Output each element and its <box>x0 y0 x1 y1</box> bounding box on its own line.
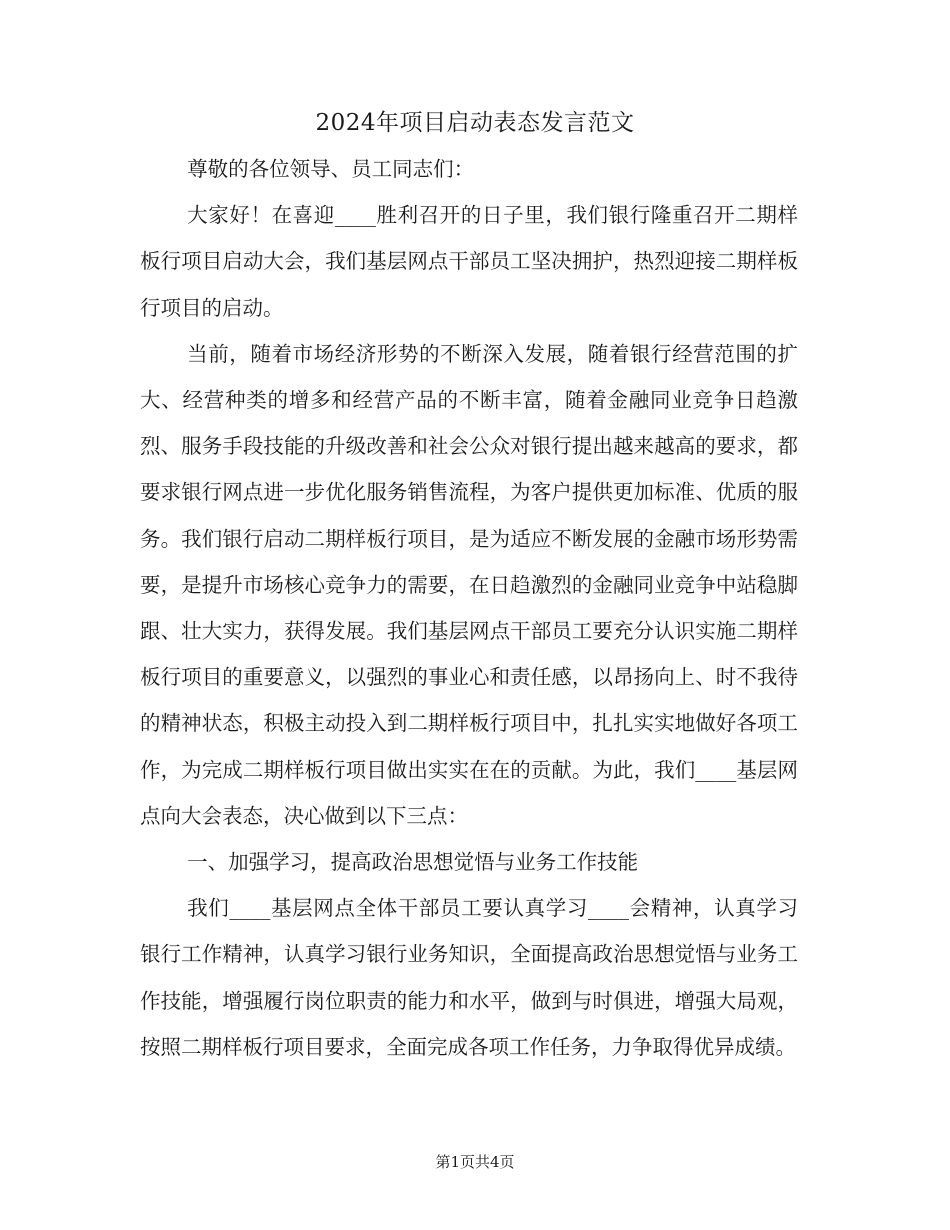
greeting-paragraph: 大家好！在喜迎____胜利召开的日子里，我们银行隆重召开二期样板行项目启动大会，我们基层网点干部员工坚决拥护，热烈迎接二期样板行项目的启动。 <box>140 203 798 320</box>
page-footer: 第1页共4页 <box>435 1153 515 1171</box>
section-heading-1: 一、加强学习，提高政治思想觉悟与业务工作技能 <box>187 850 639 875</box>
salutation-paragraph: 尊敬的各位领导、员工同志们： <box>187 157 475 181</box>
document-body <box>140 146 798 1070</box>
document-title: 2024年项目启动表态发言范文 <box>315 110 635 136</box>
section-paragraph-1: 我们____基层网点全体干部员工要认真学习____会精神，认真学习银行工作精神，认真学习银行业务知识，全面提高政治思想觉悟与业务工作技能，增强履行岗位职责的能力和水平，做到与时俱进，增强大局观，按照二期样板行项目要求，全面完成各项工作任务，力争取得优异成绩。 <box>140 896 798 1059</box>
context-paragraph: 当前，随着市场经济形势的不断深入发展，随着银行经营范围的扩大、经营种类的增多和经营产品的不断丰富，随着金融同业竞争日趋激烈、服务手段技能的升级改善和社会公众对银行提出越来越高的要求，都要求银行网点进一步优化服务销售流程，为客户提供更加标准、优质的服务。我们银行启动二期样板行项目，是为适应不断发展的金融市场形势需要，是提升市场核心竞争力的需要，在日趋激烈的金融同业竞争中站稳脚跟、壮大实力，获得发展。我们基层网点干部员工要充分认识实施二期样板行项目的重要意义，以强烈的事业心和责任感，以昂扬向上、时不我待的精神状态，积极主动投入到二期样板行项目中，扎扎实实地做好各项工作，为完成二期样板行项目做出实实在在的贡献。为此，我们____基层网点向大会表态，决心做到以下三点： <box>140 341 798 828</box>
